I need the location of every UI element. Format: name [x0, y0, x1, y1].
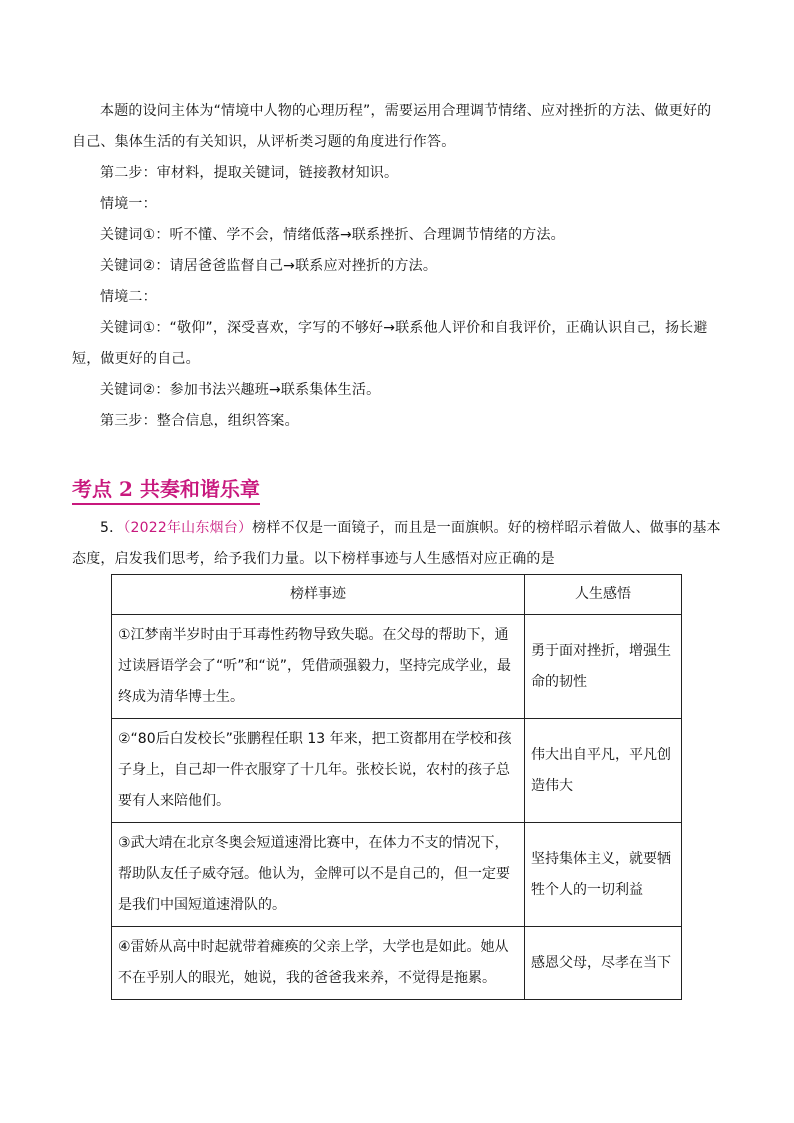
deed-cell: ③武大靖在北京冬奥会短道速滑比赛中，在体力不支的情况下，帮助队友任子威夺冠。他认为，金牌可以不是自己的，但一定要是我们中国短道速滑队的。 — [112, 823, 525, 927]
analysis-step3: 第三步：整合信息，组织答案。 — [100, 413, 299, 429]
deed-cell: ②“80后白发校长”张鹏程任职 13 年来，把工资都用在学校和孩子身上，自己却一件衣服穿了十几年。张校长说，农村的孩子总要有人来陪他们。 — [112, 719, 525, 823]
insight-cell: 感恩父母，尽孝在当下 — [524, 927, 681, 1000]
analysis-intro: 本题的设问主体为“情境中人物的心理历程”，需要运用合理调节情绪、应对挫折的方法、做更好的自己、集体生活的有关知识，从评析类习题的角度进行作答。 — [72, 103, 712, 150]
question-stem — [72, 513, 722, 575]
table-row — [112, 823, 682, 927]
table-header-row — [112, 575, 682, 615]
table-row — [112, 615, 682, 719]
scene2-keyword-1: 关键词①：“敬仰”，深受喜欢，字写的不够好→联系他人评价和自我评价，正确认识自己，扬长避短，做更好的自己。 — [72, 320, 708, 367]
question-text: 榜样不仅是一面镜子，而且是一面旗帜。好的榜样昭示着做人、做事的基本态度，启发我们思考，给予我们力量。以下榜样事迹与人生感悟对应正确的是 — [72, 520, 721, 567]
scene1-keyword-1: 关键词①：听不懂、学不会，情绪低落→联系挫折、合理调节情绪的方法。 — [100, 227, 565, 243]
deed-cell: ①江梦南半岁时由于耳毒性药物导致失聪。在父母的帮助下，通过读唇语学会了“听”和“说”，凭借顽强毅力，坚持完成学业，最终成为清华博士生。 — [112, 615, 525, 719]
question-source: （2022年山东烟台） — [123, 520, 253, 536]
scene1-keyword-2: 关键词②：请居爸爸监督自己→联系应对挫折的方法。 — [100, 258, 438, 274]
table-row — [112, 927, 682, 1000]
scene2-keyword-2: 关键词②：参加书法兴趣班→联系集体生活。 — [100, 382, 381, 398]
scene2-title: 情境二： — [100, 289, 157, 305]
insight-cell: 伟大出自平凡，平凡创造伟大 — [524, 719, 681, 823]
deed-cell: ④雷娇从高中时起就带着瘫痪的父亲上学，大学也是如此。她从不在乎别人的眼光，她说，我的爸爸我来养，不觉得是拖累。 — [112, 927, 525, 1000]
section-heading: 考点 2 共奏和谐乐章 — [72, 476, 260, 505]
header-insight: 人生感悟 — [524, 575, 681, 615]
table-row — [112, 719, 682, 823]
insight-cell: 勇于面对挫折，增强生命的韧性 — [524, 615, 681, 719]
header-deed: 榜样事迹 — [112, 575, 525, 615]
question-number: 5． — [100, 520, 124, 536]
insight-cell: 坚持集体主义，就要牺牲个人的一切利益 — [524, 823, 681, 927]
analysis-step2: 第二步：审材料，提取关键词，链接教材知识。 — [100, 165, 399, 181]
role-model-table — [111, 574, 682, 1000]
scene1-title: 情境一： — [100, 196, 157, 212]
